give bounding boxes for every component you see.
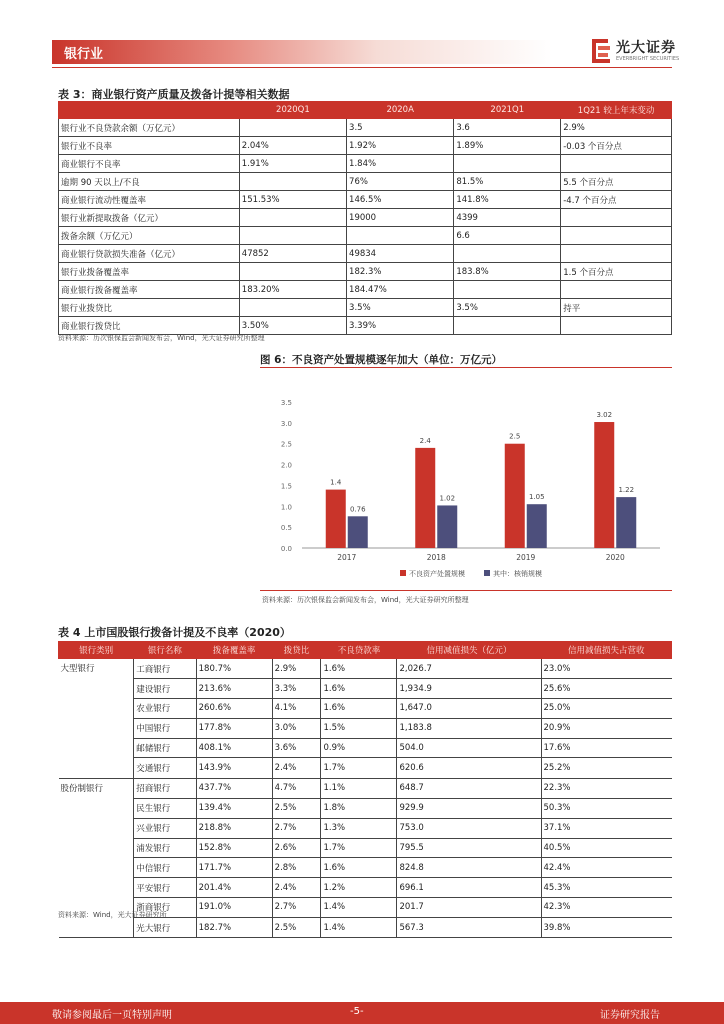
legend-swatch — [400, 570, 406, 576]
table4-category-cell: 股份制银行 — [60, 783, 104, 794]
table4-header-cell: 信用减值损失占营收 — [541, 642, 672, 659]
table3-header-cell: 2020A — [347, 102, 454, 119]
table4-row — [59, 699, 672, 719]
table4-cell: 3.3% — [272, 679, 321, 699]
table3-row — [59, 137, 672, 155]
table3-cell: 2.04% — [239, 137, 346, 155]
table4-header-cell: 不良贷款率 — [321, 642, 397, 659]
table3-row — [59, 299, 672, 317]
table3-cell: -4.7 个百分点 — [561, 191, 672, 209]
table4-cell: 22.3% — [541, 778, 672, 798]
table3-row-label: 逾期 90 天以上/不良 — [59, 173, 240, 191]
table4-cell: 437.7% — [196, 778, 272, 798]
table4-cell: 45.3% — [541, 878, 672, 898]
table4-cell: 567.3 — [397, 917, 541, 937]
table4-category-cell — [59, 818, 134, 838]
table4-cell: 143.9% — [196, 758, 272, 778]
table3-cell: 76% — [347, 173, 454, 191]
table4-bank-name: 民生银行 — [134, 799, 196, 819]
table4-bank-name: 浦发银行 — [134, 838, 196, 858]
bar-disposal — [505, 444, 525, 548]
table3-cell: 1.5 个百分点 — [561, 263, 672, 281]
table3-row — [59, 281, 672, 299]
table4-category-cell: 大型银行 — [60, 664, 95, 674]
table4-row — [59, 738, 672, 758]
table3-cell: 1.91% — [239, 155, 346, 173]
table4-cell: 1.2% — [321, 878, 397, 898]
table3-row-label: 商业银行拨贷比 — [59, 317, 240, 335]
table4-row — [59, 818, 672, 838]
table3-row — [59, 119, 672, 137]
table3-row — [59, 317, 672, 335]
table4-row — [59, 778, 672, 798]
table4-cell: 182.7% — [196, 917, 272, 937]
table4-cell: 2.4% — [272, 878, 321, 898]
table3-cell: 19000 — [347, 209, 454, 227]
brand-logo-icon — [590, 37, 612, 65]
table3-cell: 151.53% — [239, 191, 346, 209]
table3-title: 表 3：商业银行资产质量及拨备计提等相关数据 — [58, 88, 290, 101]
table4-cell: 1.7% — [321, 838, 397, 858]
table3-cell — [454, 245, 561, 263]
table3-row — [59, 173, 672, 191]
table4-bank-name: 农业银行 — [134, 699, 196, 719]
table4-category-cell — [59, 858, 134, 878]
table4-cell: 42.3% — [541, 898, 672, 918]
y-tick-label: 2.0 — [280, 461, 292, 470]
table3-cell — [454, 281, 561, 299]
table4-cell: 20.9% — [541, 718, 672, 738]
table3-cell — [239, 119, 346, 137]
table4-cell: 3.6% — [272, 738, 321, 758]
table3-cell: 81.5% — [454, 173, 561, 191]
table4-cell: 201.7 — [397, 898, 541, 918]
table4-cell: 795.5 — [397, 838, 541, 858]
table3-cell: 3.39% — [347, 317, 454, 335]
data-label: 0.76 — [349, 505, 366, 514]
table4-cell: 152.8% — [196, 838, 272, 858]
table4-category-cell — [59, 679, 134, 699]
table3-cell: 47852 — [239, 245, 346, 263]
x-tick-label: 2017 — [337, 553, 357, 562]
table3-row-label: 银行业拨备覆盖率 — [59, 263, 240, 281]
table3-cell — [561, 209, 672, 227]
table3-cell — [561, 245, 672, 263]
table3-row-label: 拨备余额（万亿元） — [59, 227, 240, 245]
y-tick-label: 1.0 — [280, 503, 292, 512]
table3-header-cell — [59, 102, 240, 119]
table4-row — [59, 799, 672, 819]
table4-bank-name: 光大银行 — [134, 917, 196, 937]
table4-category-cell — [59, 838, 134, 858]
bar-disposal — [326, 490, 346, 548]
table4-cell: 23.0% — [541, 659, 672, 679]
table4-cell: 2,026.7 — [397, 659, 541, 679]
table3-cell: 1.84% — [347, 155, 454, 173]
table3-cell: 146.5% — [347, 191, 454, 209]
table4-cell: 218.8% — [196, 818, 272, 838]
table4-bank-name: 交通银行 — [134, 758, 196, 778]
brand-name: 光大证券 — [616, 40, 676, 56]
y-tick-label: 0.0 — [280, 545, 292, 553]
data-label: 1.02 — [439, 494, 456, 503]
table4-cell: 2.8% — [272, 858, 321, 878]
table4-bank-name: 兴业银行 — [134, 818, 196, 838]
table4-cell: 2.7% — [272, 818, 321, 838]
table3-cell: 4399 — [454, 209, 561, 227]
table3-cell: 3.5 — [347, 119, 454, 137]
bar-writeoff — [527, 504, 547, 548]
data-label: 1.22 — [618, 486, 635, 495]
table3-cell: 3.5% — [347, 299, 454, 317]
x-tick-label: 2018 — [426, 553, 446, 562]
table4-header-cell: 拨贷比 — [272, 642, 321, 659]
table4-cell: 408.1% — [196, 738, 272, 758]
table4-cell: 2.4% — [272, 758, 321, 778]
x-tick-label: 2019 — [516, 553, 536, 562]
table3-row — [59, 245, 672, 263]
table4-cell: 1.1% — [321, 778, 397, 798]
table4-cell: 171.7% — [196, 858, 272, 878]
table3-cell: 3.50% — [239, 317, 346, 335]
table4-cell: 1.5% — [321, 718, 397, 738]
y-tick-label: 3.5 — [280, 399, 292, 407]
table3-cell: 141.8% — [454, 191, 561, 209]
table3-row — [59, 263, 672, 281]
table3-header-cell: 2020Q1 — [239, 102, 346, 119]
table4-cell: 1.3% — [321, 818, 397, 838]
table3-cell: 1.92% — [347, 137, 454, 155]
table4-header-cell: 信用减值损失（亿元） — [397, 642, 541, 659]
table4-cell: 4.7% — [272, 778, 321, 798]
bar-disposal — [415, 448, 435, 548]
table4-bank-name: 浙商银行 — [134, 898, 196, 918]
table3-cell — [454, 317, 561, 335]
table4 — [58, 641, 672, 938]
table4-cell: 753.0 — [397, 818, 541, 838]
table4-category-cell — [59, 718, 134, 738]
header-divider — [52, 67, 672, 68]
table4-row — [59, 679, 672, 699]
table3-cell: -0.03 个百分点 — [561, 137, 672, 155]
table3-row — [59, 191, 672, 209]
table3-cell — [239, 209, 346, 227]
table4-cell: 1.6% — [321, 679, 397, 699]
table4-cell: 139.4% — [196, 799, 272, 819]
table4-cell: 177.8% — [196, 718, 272, 738]
bar-writeoff — [616, 497, 636, 548]
table3-row-label: 银行业不良贷款余额（万亿元） — [59, 119, 240, 137]
table4-category-cell — [59, 738, 134, 758]
table3-cell: 持平 — [561, 299, 672, 317]
figure6-bottom-rule — [260, 590, 672, 591]
table4-cell: 191.0% — [196, 898, 272, 918]
header-band — [52, 40, 552, 64]
table3-row-label: 银行业不良率 — [59, 137, 240, 155]
table4-cell: 1,183.8 — [397, 718, 541, 738]
table4-cell: 180.7% — [196, 659, 272, 679]
table3-row-label: 银行业新提取拨备（亿元） — [59, 209, 240, 227]
table3-cell: 3.6 — [454, 119, 561, 137]
table4-header-cell: 银行名称 — [134, 642, 196, 659]
data-label: 1.05 — [528, 493, 545, 502]
table3-row — [59, 155, 672, 173]
table4-cell: 696.1 — [397, 878, 541, 898]
table4-row — [59, 858, 672, 878]
table3-cell: 184.47% — [347, 281, 454, 299]
table3-header-cell: 1Q21 较上年末变动 — [561, 102, 672, 119]
legend-swatch — [484, 570, 490, 576]
table3-row — [59, 209, 672, 227]
y-tick-label: 1.5 — [280, 482, 292, 491]
table3-cell: 6.6 — [454, 227, 561, 245]
table4-header-cell: 银行类别 — [59, 642, 134, 659]
table4-category-cell — [59, 758, 134, 778]
x-tick-label: 2020 — [605, 553, 625, 562]
table4-row — [59, 917, 672, 937]
table3-cell: 183.20% — [239, 281, 346, 299]
page-footer — [0, 1002, 724, 1024]
table3-source: 资料来源：历次银保监会新闻发布会，Wind，光大证券研究所整理 — [58, 334, 265, 342]
brand-subtitle: EVERBRIGHT SECURITIES — [616, 56, 680, 62]
table3-cell — [561, 155, 672, 173]
table4-cell: 504.0 — [397, 738, 541, 758]
table3-row-label: 商业银行拨备覆盖率 — [59, 281, 240, 299]
table3-row-label: 商业银行贷款损失准备（亿元） — [59, 245, 240, 263]
table3-row-label: 商业银行不良率 — [59, 155, 240, 173]
table3-cell: 5.5 个百分点 — [561, 173, 672, 191]
y-tick-label: 2.5 — [280, 440, 292, 449]
table4-cell: 17.6% — [541, 738, 672, 758]
y-tick-label: 0.5 — [280, 524, 292, 533]
table4-cell: 3.0% — [272, 718, 321, 738]
table4-category-cell — [59, 878, 134, 898]
table4-title: 表 4 上市国股银行拨备计提及不良率（2020） — [58, 626, 291, 639]
table3-cell: 1.89% — [454, 137, 561, 155]
table4-row — [59, 659, 672, 679]
data-label: 3.02 — [596, 411, 613, 420]
table4-cell: 1,934.9 — [397, 679, 541, 699]
table3 — [58, 101, 672, 335]
table4-cell: 1.6% — [321, 858, 397, 878]
data-label: 1.4 — [330, 478, 342, 487]
table4-bank-name: 招商银行 — [134, 778, 196, 798]
table4-bank-name: 平安银行 — [134, 878, 196, 898]
table4-cell: 2.7% — [272, 898, 321, 918]
table4-cell: 1,647.0 — [397, 699, 541, 719]
table4-cell: 4.1% — [272, 699, 321, 719]
table3-row — [59, 227, 672, 245]
figure6-title-rule — [260, 367, 672, 368]
table4-cell: 0.9% — [321, 738, 397, 758]
figure6-chart — [260, 372, 672, 587]
table4-cell: 37.1% — [541, 818, 672, 838]
table4-cell: 824.8 — [397, 858, 541, 878]
table4-cell: 25.2% — [541, 758, 672, 778]
table3-cell: 183.8% — [454, 263, 561, 281]
legend-label: 不良资产处置规模 — [409, 570, 465, 578]
table4-cell: 213.6% — [196, 679, 272, 699]
footer-page-number: -5- — [350, 1006, 364, 1017]
table3-row-label: 商业银行流动性覆盖率 — [59, 191, 240, 209]
table4-bank-name: 工商银行 — [134, 659, 196, 679]
table3-header-cell: 2021Q1 — [454, 102, 561, 119]
table4-source: 资料来源：Wind，光大证券研究所 — [58, 911, 167, 919]
table4-row — [59, 758, 672, 778]
table4-cell: 260.6% — [196, 699, 272, 719]
table4-cell: 1.4% — [321, 917, 397, 937]
table4-bank-name: 邮储银行 — [134, 738, 196, 758]
table3-cell — [239, 227, 346, 245]
table4-bank-name: 建设银行 — [134, 679, 196, 699]
y-tick-label: 3.0 — [280, 419, 292, 428]
table3-cell — [561, 281, 672, 299]
table4-category-cell — [59, 917, 134, 937]
table4-row — [59, 838, 672, 858]
table4-cell: 1.6% — [321, 699, 397, 719]
table4-cell: 2.6% — [272, 838, 321, 858]
table3-cell: 3.5% — [454, 299, 561, 317]
table3-cell — [561, 317, 672, 335]
table4-bank-name: 中信银行 — [134, 858, 196, 878]
table4-cell: 25.0% — [541, 699, 672, 719]
table4-category-cell — [59, 799, 134, 819]
table3-cell — [347, 227, 454, 245]
table4-category-cell — [59, 699, 134, 719]
table3-cell: 182.3% — [347, 263, 454, 281]
bar-writeoff — [437, 505, 457, 548]
table4-cell: 2.9% — [272, 659, 321, 679]
table4-cell: 1.4% — [321, 898, 397, 918]
table4-cell: 648.7 — [397, 778, 541, 798]
table3-row-label: 银行业拨贷比 — [59, 299, 240, 317]
bar-disposal — [594, 422, 614, 548]
bar-writeoff — [348, 516, 368, 548]
table4-row — [59, 718, 672, 738]
table3-cell: 49834 — [347, 245, 454, 263]
table4-cell: 1.6% — [321, 659, 397, 679]
table4-cell: 201.4% — [196, 878, 272, 898]
table4-cell: 2.5% — [272, 799, 321, 819]
table3-cell — [561, 227, 672, 245]
section-title: 银行业 — [64, 47, 104, 62]
table4-cell: 2.5% — [272, 917, 321, 937]
table4-bank-name: 中国银行 — [134, 718, 196, 738]
table4-header-cell: 拨备覆盖率 — [196, 642, 272, 659]
figure6-source: 资料来源：历次银保监会新闻发布会，Wind，光大证券研究所整理 — [262, 596, 469, 604]
table4-cell: 1.8% — [321, 799, 397, 819]
table3-cell — [239, 299, 346, 317]
table4-cell: 1.7% — [321, 758, 397, 778]
footer-doc-type: 证券研究报告 — [600, 1010, 660, 1021]
figure6-title: 图 6：不良资产处置规模逐年加大（单位：万亿元） — [260, 354, 502, 366]
footer-disclaimer: 敬请参阅最后一页特别声明 — [52, 1010, 172, 1021]
table4-cell: 39.8% — [541, 917, 672, 937]
table3-cell — [239, 263, 346, 281]
table4-cell: 620.6 — [397, 758, 541, 778]
table4-row — [59, 878, 672, 898]
table3-cell — [239, 173, 346, 191]
table4-cell: 25.6% — [541, 679, 672, 699]
table4-cell: 50.3% — [541, 799, 672, 819]
brand-logo — [590, 37, 690, 67]
data-label: 2.5 — [509, 432, 521, 441]
table4-cell: 42.4% — [541, 858, 672, 878]
table4-cell: 40.5% — [541, 838, 672, 858]
table3-cell — [454, 155, 561, 173]
data-label: 2.4 — [419, 436, 431, 445]
legend-label: 其中：核销规模 — [493, 570, 542, 578]
table4-cell: 929.9 — [397, 799, 541, 819]
table3-cell: 2.9% — [561, 119, 672, 137]
